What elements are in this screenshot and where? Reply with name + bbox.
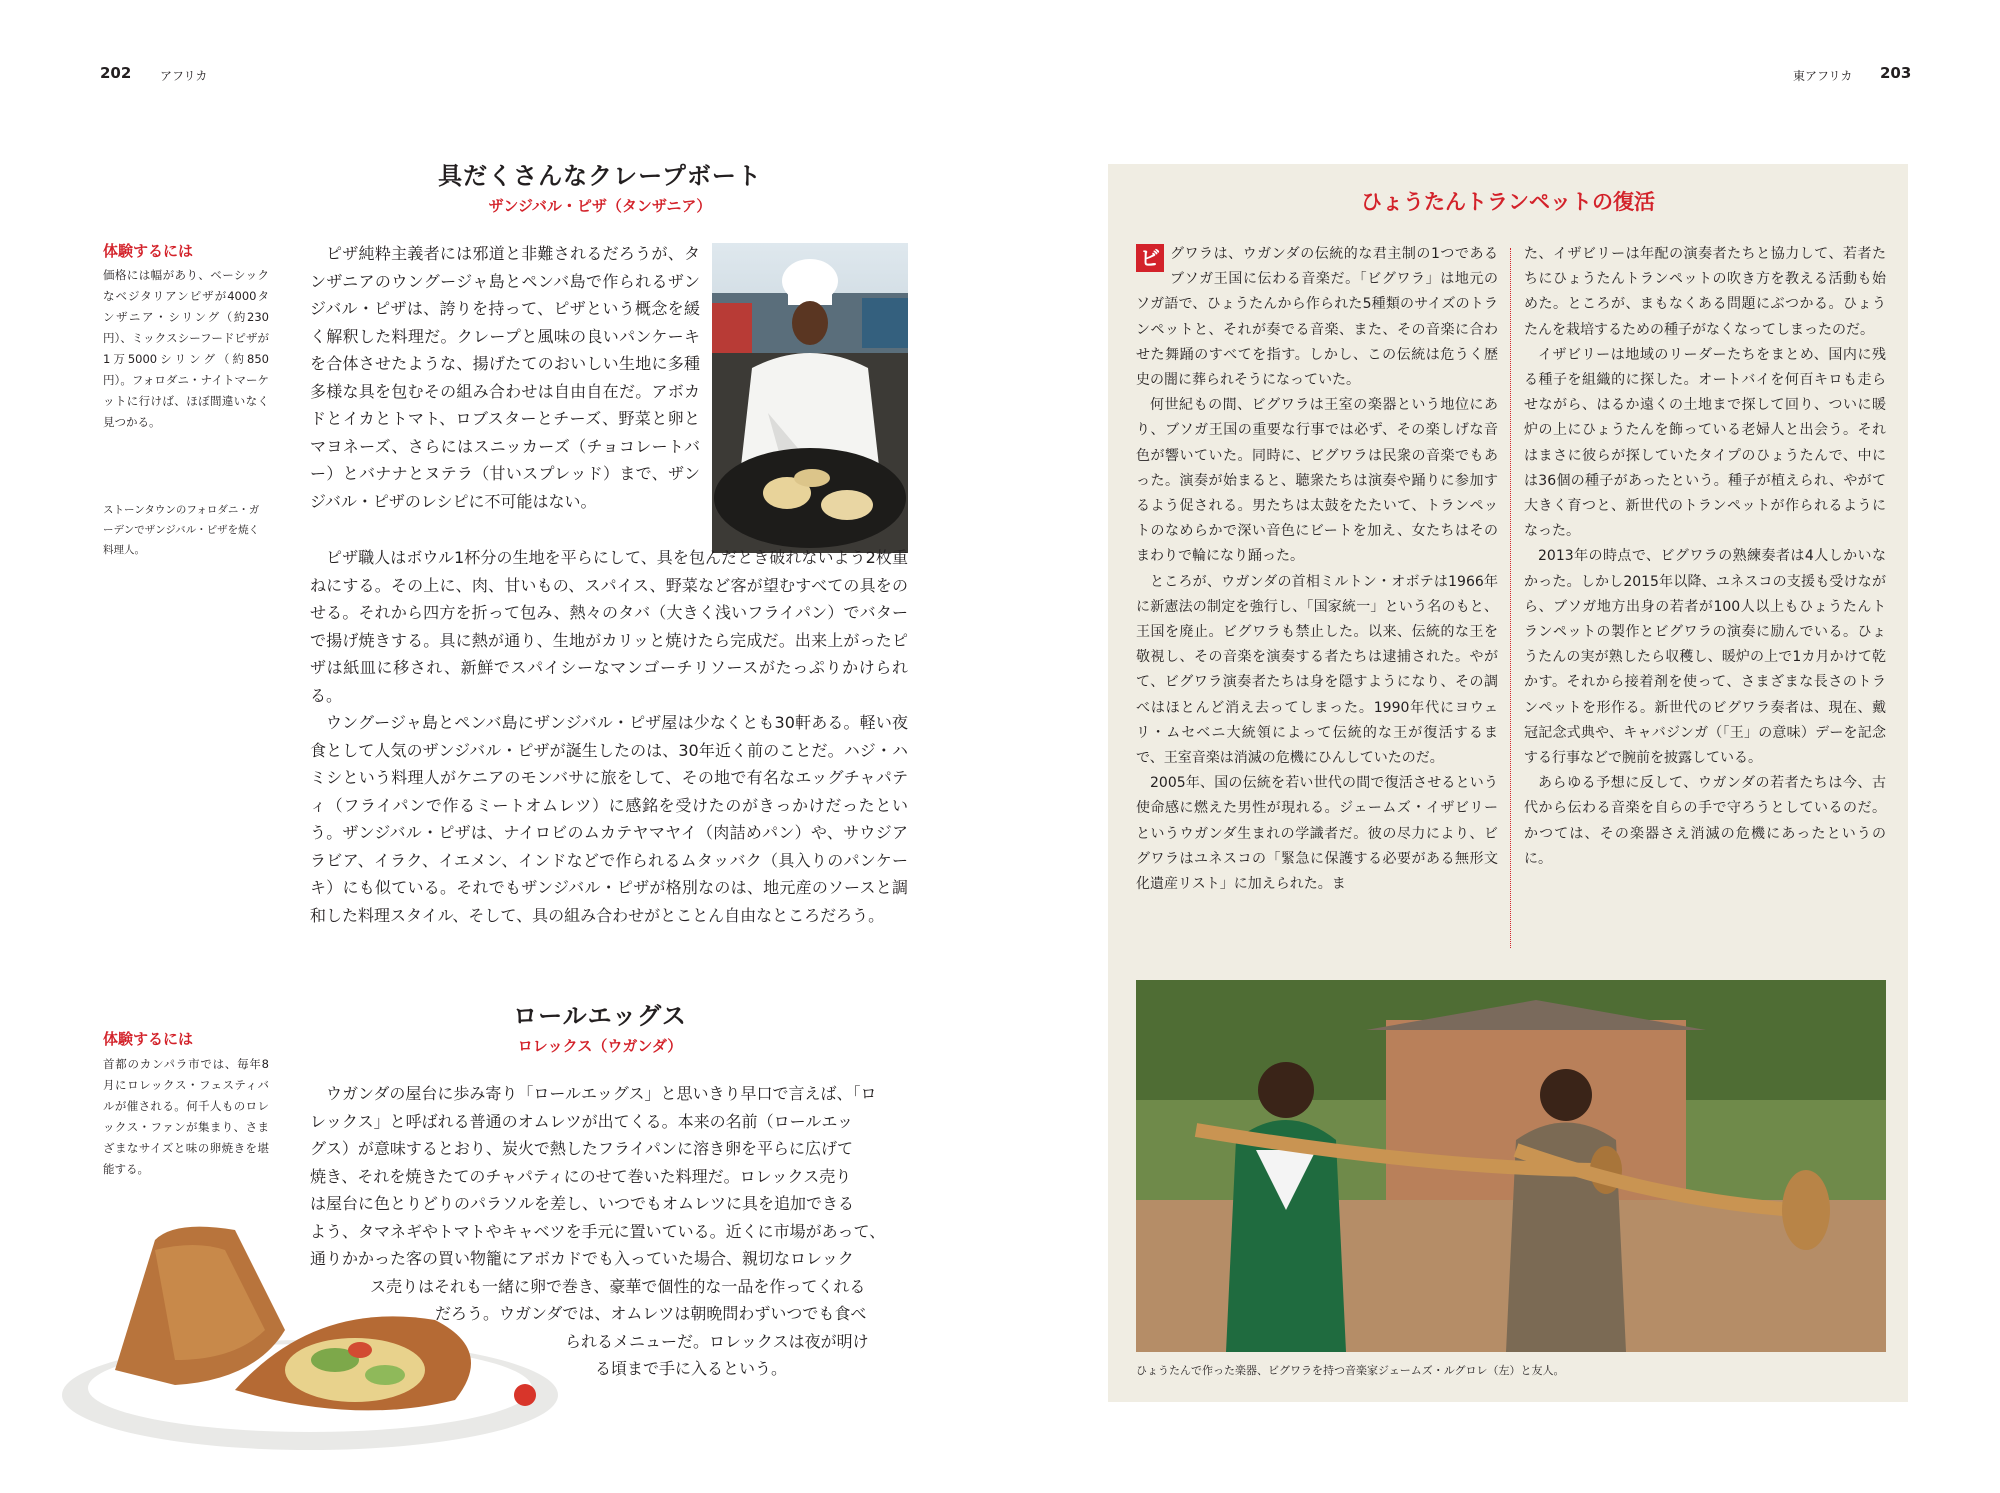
article-line: 通りかかった客の買い物籠にアボカドでも入っていた場合、親切なロレック bbox=[310, 1249, 854, 1268]
sidebar-paragraph: あらゆる予想に反して、ウガンダの若者たちは今、古代から伝わる音楽を自らの手で守ろうとしているのだ。かつては、その楽器さえ消滅の危機にあったというのに。 bbox=[1524, 775, 1886, 867]
article-line: る頃まで手に入るという。 bbox=[595, 1359, 788, 1378]
sidebar-paragraph: た、イザビリーは年配の演奏者たちと協力して、若者たちにひょうたんトランペットの吹き方を教える活動も始めた。ところが、まもなくある問題にぶつかる。ひょうたんを栽培するための種子がなくなってしまったのだ。 bbox=[1524, 246, 1886, 338]
article-line: ス売りはそれも一緒に卵で巻き、豪華で個性的な一品を作ってくれる bbox=[370, 1276, 866, 1296]
page-number-right: 203 bbox=[1880, 64, 1912, 82]
article-body-zanzibar-rest bbox=[310, 544, 908, 929]
sidebar-paragraph: ところが、ウガンダの首相ミルトン・オボテは1966年に新憲法の制定を強行し、「国家統一」という名のもと、王国を廃止。ビグワラも禁止した。以来、伝統的な王を敬視し、その音楽を演奏する者たちは逮捕された。やがて、ビグワラ演奏者たちは身を隠すようになり、その調べはほとんど消え去ってしまった。1990年代にヨウェリ・ムセベニ大統領によって伝統的な王が復活するまで、王室音楽は消滅の危機にひんしていたのだ。 bbox=[1136, 573, 1498, 767]
sidebar-heading-experience: 体験するには bbox=[103, 242, 194, 260]
article-paragraph: ウングージャ島とペンバ島にザンジバル・ピザ屋は少なくとも30軒ある。軽い夜食として人気のザンジバル・ピザが誕生したのは、30年近く前のことだ。ハジ・ハミシという料理人がケニアのモンバサに旅をして、その地で有名なエッグチャパティ（フライパンで作るミートオムレツ）に感銘を受けたのがきっかけだったという。ザンジバル・ピザは、ナイロビのムカテヤマヤイ（肉詰めパン）や、サウジアラビア、イラク、イエメン、インドなどで作られるムタッバク（具入りのパンケーキ）にも似ている。それでもザンジバル・ピザが格別なのは、地元産のソースと調和した料理スタイル、そして、具の組み合わせがとことん自由なところだろう。 bbox=[310, 713, 908, 925]
chapter-label-right: 東アフリカ bbox=[1793, 69, 1853, 83]
sidebar-paragraph: 2013年の時点で、ビグワラの熟練奏者は4人しかいなかった。しかし2015年以降、ユネスコの支援も受けながら、ブソガ地方出身の若者が100人以上もひょうたんトランペットの製作とビグワラの演奏に励んでいる。ひょうたんの実が熟したら収穫し、暖炉の上で1カ月かけて乾かす。それから接着剤を使って、さまざまな長さのトランペットを形作る。新世代のビグワラ奏者は、現在、戴冠記念式典や、キャバジンガ（「王」の意味）デーを記念する行事などで腕前を披露している。 bbox=[1524, 548, 1886, 767]
sidebar-text-rolex: 首都のカンパラ市では、毎年8月にロレックス・フェスティバルが催される。何千人ものロレックス・ファンが集まり、さまざまなサイズと味の卵焼きを堪能する。 bbox=[103, 1057, 269, 1176]
article-title-rolex: ロールエッグス bbox=[513, 1002, 687, 1030]
sidebar-paragraph: 2005年、国の伝統を若い世代の間で復活させるという使命感に燃えた男性が現れる。ジェームズ・イザビリーというウガンダ生まれの学識者だ。彼の尽力により、ビグワラはユネスコの「緊急に保護する必要がある無形文化遺産リスト」に加えられた。ま bbox=[1136, 775, 1498, 893]
sidebar-paragraph-lead bbox=[1136, 242, 1498, 393]
rolex-plate-photo bbox=[55, 1210, 565, 1460]
article-line: ウガンダの屋台に歩み寄り「ロールエッグス」と思いきり早口で言えば、「ロ bbox=[326, 1084, 877, 1103]
photo-caption-bigwala: ひょうたんで作った楽器、ビグワラを持つ音楽家ジェームズ・ルグロレ（左）と友人。 bbox=[1136, 1364, 1565, 1377]
sidebar-column-2 bbox=[1524, 242, 1886, 872]
photo-caption-zanzibar: ストーンタウンのフォロダニ・ガーデンでザンジバル・ピザを焼く料理人。 bbox=[103, 504, 260, 556]
article-line: グス）が意味するとおり、炭火で熱したフライパンに溶き卵を平らに広げて bbox=[310, 1139, 854, 1158]
zanzibar-pizza-chef-photo bbox=[712, 243, 908, 553]
sidebar-heading-experience-2: 体験するには bbox=[103, 1030, 194, 1048]
sidebar-column-1 bbox=[1136, 242, 1498, 897]
chapter-label-left: アフリカ bbox=[160, 69, 208, 83]
column-divider bbox=[1510, 248, 1511, 948]
article-line: は屋台に色とりどりのパラソルを差し、いつでもオムレツに具を追加できる bbox=[310, 1194, 855, 1213]
article-line: だろう。ウガンダでは、オムレツは朝晩問わずいつでも食べ bbox=[435, 1304, 867, 1323]
article-line: よう、タマネギやトマトやキャベツを手元に置いている。近くに市場があって、 bbox=[310, 1221, 886, 1241]
sidebar-text-zanzibar: 価格には幅があり、ベーシックなベジタリアンピザが4000タンザニア・シリング（約230円）、ミックスシーフードピザが1万5000シリング（約850円）。フォロダニ・ナイトマーケットに行けば、ほぼ間違いなく見つかる。 bbox=[103, 268, 269, 429]
article-subtitle-zanzibar: ザンジバル・ピザ（タンザニア） bbox=[488, 197, 712, 215]
article-paragraph: ピザ職人はボウル1杯分の生地を平らにして、具を包んだとき破れないよう2枚重ねにする。その上に、肉、甘いもの、スパイス、野菜など客が望むすべての具をのせる。それから四方を折って包み、熱々のタバ（大きく浅いフライパン）でバターで揚げ焼きする。具に熱が通り、生地がカリッと焼けたら完成だ。出来上がったピザは紙皿に移され、新鮮でスパイシーなマンゴーチリソースがたっぷりかけられる。 bbox=[310, 548, 908, 705]
article-paragraph: ピザ純粋主義者には邪道と非難されるだろうが、タンザニアのウングージャ島とペンバ島で作られるザンジバル・ピザは、誇りを持って、ピザという概念を緩く解釈した料理だ。クレープと風味の良いパンケーキを合体させたような、揚げたてのおいしい生地に多種多様な具を包むその組み合わせは自由自在だ。アボカドとイカとトマト、ロブスターとチーズ、野菜と卵とマヨネーズ、さらにはスニッカーズ（チョコレートバー）とバナナとヌテラ（甘いスプレッド）まで、ザンジバル・ピザのレシピに不可能はない。 bbox=[310, 244, 700, 511]
article-subtitle-rolex: ロレックス（ウガンダ） bbox=[517, 1037, 683, 1055]
sidebar-paragraph: 何世紀もの間、ビグワラは王室の楽器という地位にあり、ブソガ王国の重要な行事では必ず、その楽しげな音色が響いていた。同時に、ビグワラは民衆の音楽でもあった。演奏が始まると、聴衆たちは演奏や踊りに参加するよう促される。男たちは太鼓をたたいて、トランペットのなめらかで深い音色にビートを加え、女たちはそのまわりで輪になり踊った。 bbox=[1136, 397, 1498, 565]
article-line: 焼き、それを焼きたてのチャパティにのせて巻いた料理だ。ロレックス売り bbox=[310, 1166, 852, 1186]
article-line: られるメニューだ。ロレックスは夜が明け bbox=[565, 1331, 869, 1351]
article-title-zanzibar: 具だくさんなクレープボート bbox=[438, 162, 762, 190]
sidebar-paragraph: イザビリーは地域のリーダーたちをまとめ、国内に残る種子を組織的に探した。オートバイを何百キロも走らせながら、はるか遠くの土地まで探して回り、ついに暖炉の上にひょうたんを飾っている老婦人と出会う。それはまさに彼らが探していたタイプのひょうたんで、中には36個の種子があったという。種子が植えられ、やがて大きく育つと、新世代のトランペットが作られるようになった。 bbox=[1524, 346, 1886, 540]
dropcap: ビ bbox=[1136, 244, 1164, 272]
sidebar-paragraph-text: グワラは、ウガンダの伝統的な君主制の1つであるブソガ王国に伝わる音楽だ。「ビグワラ」は地元のソガ語で、ひょうたんから作られた5種類のサイズのトランペットと、それが奏でる音楽、また、その音楽に合わせた舞踊のすべてを指す。しかし、この伝統は危うく歴史の闇に葬られそうになっていた。 bbox=[1136, 246, 1498, 389]
article-line: レックス」と呼ばれる普通のオムレツが出てくる。本来の名前（ロールエッ bbox=[310, 1111, 854, 1131]
sidebar-title-bigwala: ひょうたんトランペットの復活 bbox=[1361, 190, 1655, 214]
bigwala-musicians-photo bbox=[1136, 980, 1886, 1352]
page-number-left: 202 bbox=[100, 64, 132, 82]
article-body-zanzibar-p1-wrap bbox=[310, 240, 700, 515]
